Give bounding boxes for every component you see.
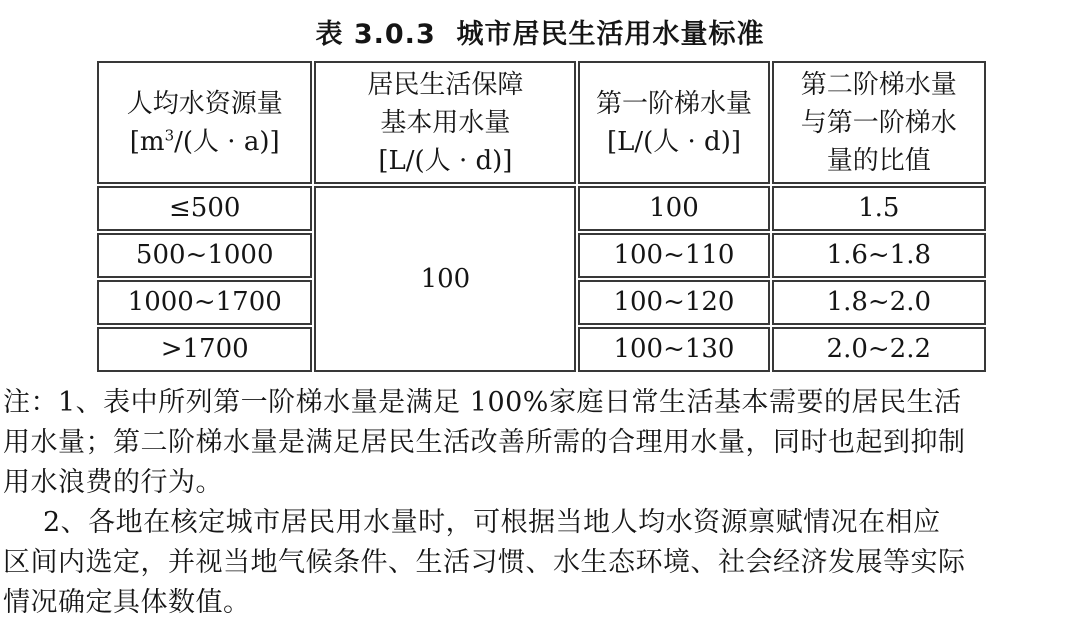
note-line: 注：1、表中所列第一阶梯水量是满足 100%家庭日常生活基本需要的居民生活 [3,387,962,418]
cell-first-tier: 100~120 [578,280,769,325]
header-cell-first-tier [578,61,769,184]
header-line: 第二阶梯水量 [800,69,957,100]
cell-ratio: 1.6~1.8 [772,233,986,278]
header-unit-line: [L/(人 · d)] [378,145,513,176]
header-unit-line [99,123,310,161]
cell-ratio: 1.8~2.0 [772,280,986,325]
cell-ratio: 2.0~2.2 [772,327,986,372]
note-line: 情况确定具体数值。 [3,587,251,618]
cell-basic-water-merged: 100 [314,186,576,372]
cell-resource-range: 500~1000 [97,233,312,278]
header-row [97,61,986,184]
note-line: 区间内选定，并视当地气候条件、生活习惯、水生态环境、社会经济发展等实际 [3,547,966,578]
notes-section [0,383,1080,623]
table-title: 表 3.0.3 城市居民生活用水量标准 [315,19,765,50]
cell-resource-range: ≤500 [97,186,312,231]
water-standard-table [95,59,988,374]
cell-first-tier: 100~110 [578,233,769,278]
note-line: 2、各地在核定城市居民用水量时，可根据当地人均水资源禀赋情况在相应 [43,507,941,538]
header-unit-line: [L/(人 · d)] [606,126,741,157]
cell-resource-range: >1700 [97,327,312,372]
header-cell-per-capita-resource [97,61,312,184]
header-line: 居民生活保障 [367,69,524,100]
cell-first-tier: 100 [578,186,769,231]
header-line: 量的比值 [826,145,931,176]
cell-first-tier: 100~130 [578,327,769,372]
header-line: 基本用水量 [380,107,511,138]
header-line: 第一阶梯水量 [595,88,752,119]
unit-superscript: 3 [164,125,175,144]
unit-prefix: [m [129,126,165,157]
unit-suffix: /(人 · a)] [174,126,280,157]
note-line: 用水量；第二阶梯水量是满足居民生活改善所需的合理用水量，同时也起到抑制 [3,427,966,458]
table-row [97,186,986,231]
cell-resource-range: 1000~1700 [97,280,312,325]
cell-ratio: 1.5 [772,186,986,231]
header-line: 与第一阶梯水 [800,107,957,138]
header-cell-basic-guarantee [314,61,576,184]
header-cell-tier-ratio [772,61,986,184]
header-line: 人均水资源量 [126,88,283,119]
note-line: 用水浪费的行为。 [3,467,223,498]
